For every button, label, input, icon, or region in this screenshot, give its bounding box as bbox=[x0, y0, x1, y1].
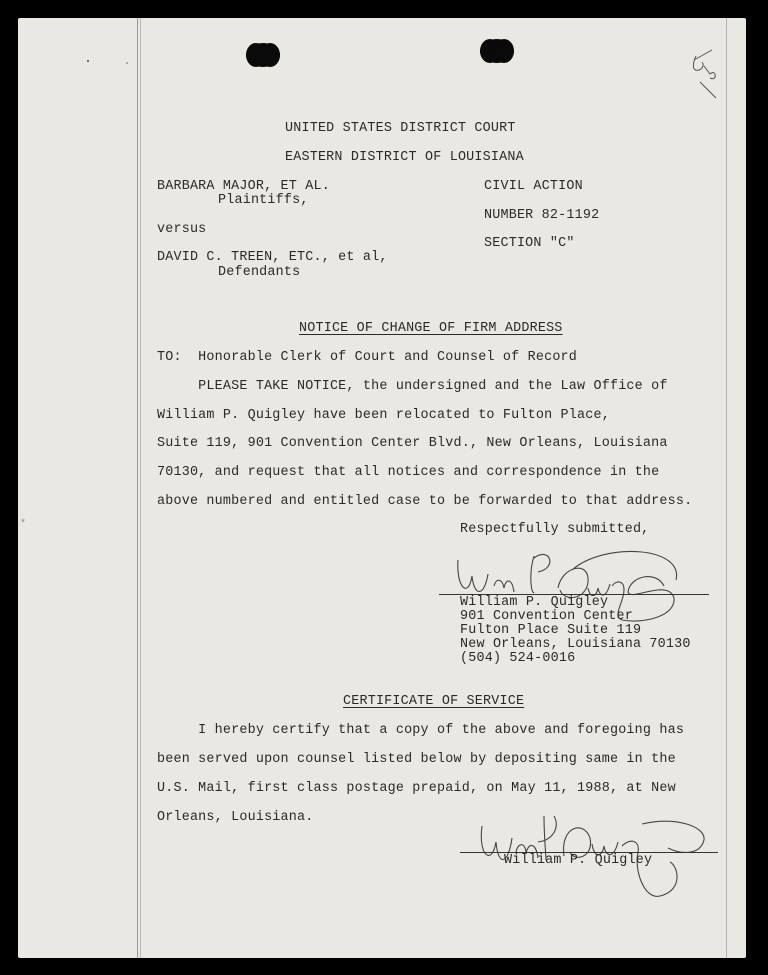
case-number: NUMBER 82-1192 bbox=[484, 208, 600, 223]
case-type: CIVIL ACTION bbox=[484, 179, 583, 194]
notice-body-line: William P. Quigley have been relocated to Fulton Place, bbox=[157, 408, 610, 423]
signer-phone: (504) 524-0016 bbox=[460, 651, 576, 666]
notice-addressee: TO: Honorable Clerk of Court and Counsel of Record bbox=[157, 350, 578, 365]
signer-address-2: Fulton Place Suite 119 bbox=[460, 623, 642, 638]
left-margin-line bbox=[137, 18, 138, 958]
versus-label: versus bbox=[157, 222, 207, 237]
notice-body-line: Suite 119, 901 Convention Center Blvd., New Orleans, Louisiana bbox=[157, 436, 668, 451]
punch-hole-left bbox=[246, 43, 280, 67]
signature-handwritten-2 bbox=[474, 796, 714, 906]
right-margin-line bbox=[726, 18, 727, 958]
defendant-name: DAVID C. TREEN, ETC., et al, bbox=[157, 250, 388, 265]
document-page bbox=[18, 18, 746, 958]
court-district: EASTERN DISTRICT OF LOUISIANA bbox=[285, 150, 524, 165]
speck bbox=[126, 62, 128, 64]
certificate-body-line: been served upon counsel listed below by depositing same in the bbox=[157, 752, 676, 767]
notice-body-line: above numbered and entitled case to be forwarded to that address. bbox=[157, 494, 693, 509]
certificate-title: CERTIFICATE OF SERVICE bbox=[343, 694, 525, 709]
case-section: SECTION "C" bbox=[484, 236, 575, 251]
certificate-body-line: I hereby certify that a copy of the above and foregoing has bbox=[157, 723, 685, 738]
notice-title: NOTICE OF CHANGE OF FIRM ADDRESS bbox=[299, 321, 563, 336]
court-name: UNITED STATES DISTRICT COURT bbox=[285, 121, 516, 136]
speck bbox=[87, 60, 89, 62]
plaintiff-role: Plaintiffs, bbox=[218, 193, 309, 208]
handwritten-margin-note bbox=[690, 48, 730, 108]
plaintiff-name: BARBARA MAJOR, ET AL. bbox=[157, 179, 330, 194]
signer-address-3: New Orleans, Louisiana 70130 bbox=[460, 637, 691, 652]
notice-body-line: PLEASE TAKE NOTICE, the undersigned and the Law Office of bbox=[157, 379, 668, 394]
punch-hole-right bbox=[480, 39, 514, 63]
left-margin-line-inner bbox=[140, 18, 141, 958]
notice-body-line: 70130, and request that all notices and correspondence in the bbox=[157, 465, 660, 480]
signer-name: William P. Quigley bbox=[460, 595, 609, 610]
margin-mark: * bbox=[20, 519, 27, 530]
certificate-signer-name: William P. Quigley bbox=[504, 853, 653, 868]
defendant-role: Defendants bbox=[218, 265, 301, 280]
closing-phrase: Respectfully submitted, bbox=[460, 522, 650, 537]
signer-address-1: 901 Convention Center bbox=[460, 609, 633, 624]
certificate-body-line: Orleans, Louisiana. bbox=[157, 810, 314, 825]
certificate-body-line: U.S. Mail, first class postage prepaid, on May 11, 1988, at New bbox=[157, 781, 676, 796]
